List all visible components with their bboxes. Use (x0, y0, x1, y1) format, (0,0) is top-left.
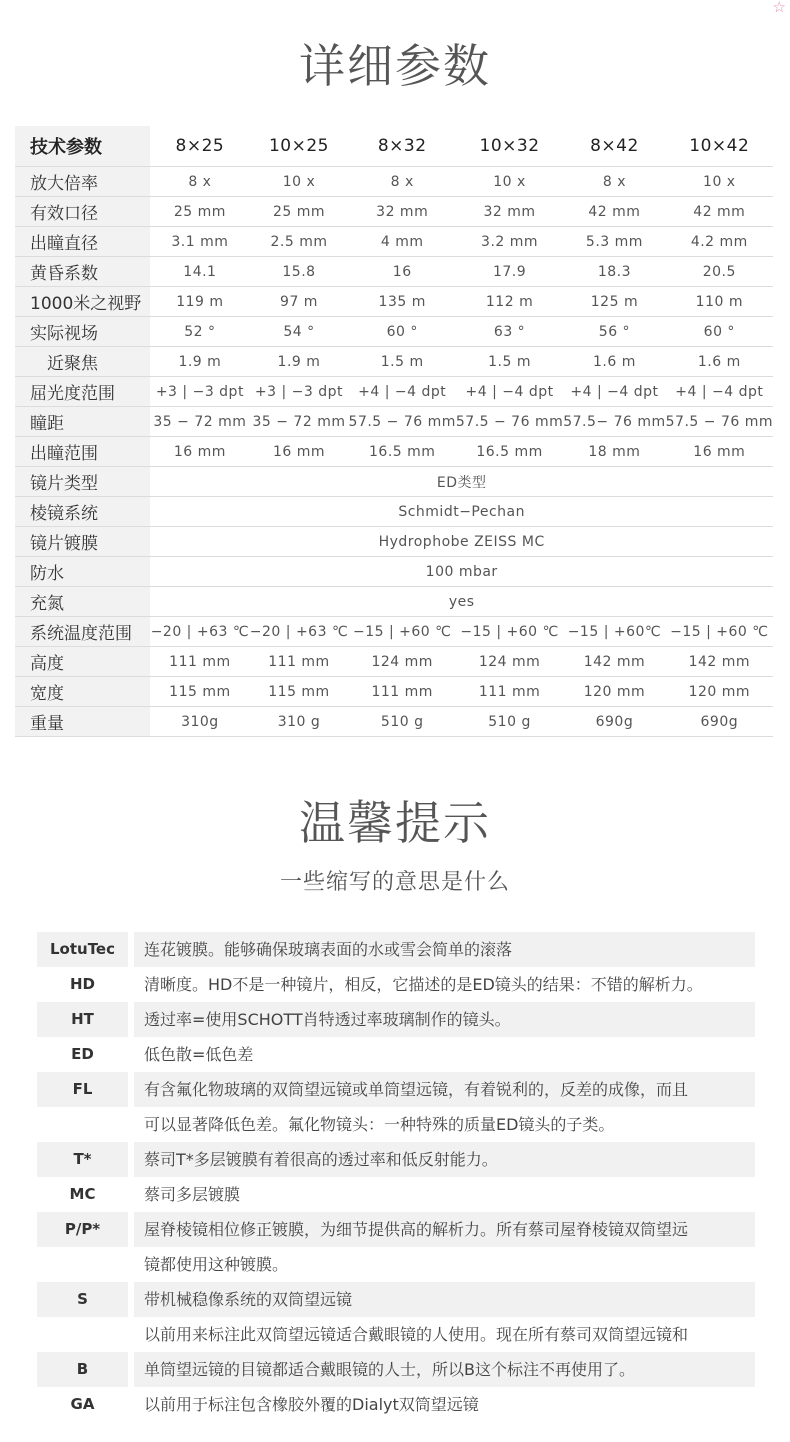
abbreviation-row (37, 1282, 755, 1317)
spec-cell: 25 mm (150, 197, 249, 227)
spec-model-header: 8×32 (349, 126, 456, 167)
abbreviation-row (37, 1142, 755, 1177)
abbreviation-row (37, 1317, 755, 1352)
spec-row (15, 227, 773, 257)
abbreviation-row (37, 1212, 755, 1247)
abbreviation-row (37, 1177, 755, 1212)
spec-row (15, 557, 773, 587)
spec-cell: 3.2 mm (456, 227, 563, 257)
spec-cell: 111 mm (249, 647, 348, 677)
spec-cell: +4 | −4 dpt (349, 377, 456, 407)
star-icon: ☆ (772, 0, 786, 16)
spec-cell: 17.9 (456, 257, 563, 287)
abbreviation-code: FL (37, 1072, 128, 1107)
abbreviation-row (37, 1037, 755, 1072)
spec-cell: 142 mm (563, 647, 665, 677)
spec-cell: 57.5 − 76 mm (456, 407, 563, 437)
spec-cell: 310 g (249, 707, 348, 737)
section-title-specs: 详细参数 (299, 39, 491, 93)
section-title-tips: 温馨提示 (299, 796, 491, 850)
abbreviation-code: B (37, 1352, 128, 1387)
spec-cell: 18.3 (563, 257, 665, 287)
spec-cell: +4 | −4 dpt (456, 377, 563, 407)
spec-cell: +3 | −3 dpt (150, 377, 249, 407)
spec-row (15, 377, 773, 407)
abbreviation-code: LotuTec (37, 932, 128, 967)
spec-row-label: 近聚焦 (15, 347, 150, 377)
spec-span-value: ED类型 (150, 467, 773, 497)
abbreviation-description: 清晰度。HD不是一种镜片，相反，它描述的是ED镜头的结果：不错的解析力。 (144, 975, 703, 994)
spec-cell: 10 x (456, 167, 563, 197)
spec-model-header: 10×32 (456, 126, 563, 167)
spec-cell: 510 g (349, 707, 456, 737)
abbreviation-code (37, 1107, 128, 1142)
spec-cell: 16.5 mm (349, 437, 456, 467)
spec-row (15, 347, 773, 377)
spec-cell: 124 mm (349, 647, 456, 677)
abbreviation-description: 单筒望远镜的目镜都适合戴眼镜的人士，所以B这个标注不再使用了。 (134, 1352, 755, 1387)
spec-model-header: 10×42 (666, 126, 773, 167)
spec-cell: 115 mm (249, 677, 348, 707)
spec-cell: 510 g (456, 707, 563, 737)
abbreviation-row (37, 1002, 755, 1037)
spec-cell: 60 ° (349, 317, 456, 347)
abbreviation-row (37, 967, 755, 1002)
abbreviation-code: MC (69, 1185, 96, 1203)
spec-cell: 115 mm (150, 677, 249, 707)
abbreviation-description: 屋脊棱镜相位修正镀膜，为细节提供高的解析力。所有蔡司屋脊棱镜双筒望远 (134, 1212, 755, 1247)
abbreviation-row (37, 1072, 755, 1107)
spec-cell: 10 x (249, 167, 348, 197)
abbreviation-code: ED (71, 1045, 94, 1063)
spec-row-label: 出瞳范围 (15, 437, 150, 467)
spec-cell: 1.6 m (563, 347, 665, 377)
abbreviation-description: 以前用于标注包含橡胶外覆的Dialyt双筒望远镜 (144, 1395, 479, 1414)
abbreviation-description: 以前用来标注此双筒望远镜适合戴眼镜的人使用。现在所有蔡司双筒望远镜和 (144, 1325, 689, 1344)
spec-row (15, 287, 773, 317)
spec-model-header: 8×42 (563, 126, 665, 167)
spec-span-value: Hydrophobe ZEISS MC (150, 527, 773, 557)
spec-header-label: 技术参数 (15, 126, 150, 167)
spec-cell: 4 mm (349, 227, 456, 257)
spec-row (15, 197, 773, 227)
spec-row (15, 497, 773, 527)
spec-cell: 54 ° (249, 317, 348, 347)
spec-cell: 63 ° (456, 317, 563, 347)
spec-cell: 8 x (150, 167, 249, 197)
spec-cell: 16.5 mm (456, 437, 563, 467)
spec-cell: 5.3 mm (563, 227, 665, 257)
spec-cell: 310g (150, 707, 249, 737)
spec-cell: −15 | +60 ℃ (349, 617, 456, 647)
spec-cell: 14.1 (150, 257, 249, 287)
spec-cell: 1.9 m (150, 347, 249, 377)
spec-cell: 42 mm (666, 197, 773, 227)
abbreviation-description: 有含氟化物玻璃的双筒望远镜或单筒望远镜，有着锐利的，反差的成像，而且 (134, 1072, 755, 1107)
spec-row (15, 257, 773, 287)
spec-cell: 111 mm (150, 647, 249, 677)
spec-cell: 35 − 72 mm (150, 407, 249, 437)
spec-span-value: 100 mbar (150, 557, 773, 587)
spec-cell: 111 mm (456, 677, 563, 707)
spec-cell: 3.1 mm (150, 227, 249, 257)
spec-cell: 120 mm (666, 677, 773, 707)
spec-cell: 52 ° (150, 317, 249, 347)
spec-row-label: 放大倍率 (15, 167, 150, 197)
spec-row-label: 棱镜系统 (15, 497, 150, 527)
spec-cell: 142 mm (666, 647, 773, 677)
spec-cell: 16 mm (150, 437, 249, 467)
spec-cell: 4.2 mm (666, 227, 773, 257)
spec-row (15, 317, 773, 347)
spec-cell: 57.5 − 76 mm (349, 407, 456, 437)
spec-cell: 60 ° (666, 317, 773, 347)
abbreviation-row (37, 1352, 755, 1387)
spec-cell: 2.5 mm (249, 227, 348, 257)
spec-cell: 124 mm (456, 647, 563, 677)
abbreviation-description: 镜都使用这种镀膜。 (144, 1255, 289, 1274)
spec-cell: 8 x (563, 167, 665, 197)
spec-cell: 42 mm (563, 197, 665, 227)
spec-cell: 1.9 m (249, 347, 348, 377)
abbreviation-code (37, 1247, 128, 1282)
abbreviation-code: GA (70, 1395, 95, 1413)
spec-cell: +4 | −4 dpt (563, 377, 665, 407)
spec-model-header: 10×25 (249, 126, 348, 167)
abbreviation-code: HD (69, 975, 95, 993)
spec-row (15, 617, 773, 647)
abbreviation-description: 可以显著降低色差。氟化物镜头：一种特殊的质量ED镜头的子类。 (144, 1115, 615, 1134)
spec-cell: 110 m (666, 287, 773, 317)
spec-cell: 57.5− 76 mm (563, 407, 665, 437)
spec-cell: 690g (666, 707, 773, 737)
spec-cell: −15 | +60℃ (563, 617, 665, 647)
spec-cell: −20 | +63 ℃ (249, 617, 348, 647)
spec-cell: +4 | −4 dpt (666, 377, 773, 407)
spec-cell: 8 x (349, 167, 456, 197)
spec-cell: 120 mm (563, 677, 665, 707)
spec-cell: −15 | +60 ℃ (456, 617, 563, 647)
abbreviation-code: S (37, 1282, 128, 1317)
spec-table (15, 126, 773, 737)
spec-cell: 16 (349, 257, 456, 287)
spec-cell: 10 x (666, 167, 773, 197)
spec-cell: 1.5 m (349, 347, 456, 377)
spec-cell: 56 ° (563, 317, 665, 347)
spec-cell: −15 | +60 ℃ (666, 617, 773, 647)
spec-row (15, 707, 773, 737)
section-subtitle-tips: 一些缩写的意思是什么 (279, 870, 510, 895)
abbreviation-description: 蔡司T*多层镀膜有着很高的透过率和低反射能力。 (134, 1142, 755, 1177)
spec-cell: −20 | +63 ℃ (150, 617, 249, 647)
abbreviation-row (37, 932, 755, 967)
spec-table-body (15, 126, 773, 737)
spec-row-label: 瞳距 (15, 407, 150, 437)
abbreviation-list (37, 932, 755, 1422)
spec-row-label: 有效口径 (15, 197, 150, 227)
abbreviation-code (37, 1317, 128, 1352)
spec-row-label: 镜片镀膜 (15, 527, 150, 557)
spec-row-label: 高度 (15, 647, 150, 677)
spec-row-label: 实际视场 (15, 317, 150, 347)
abbreviation-description: 低色散=低色差 (144, 1045, 254, 1064)
spec-cell: 35 − 72 mm (249, 407, 348, 437)
spec-cell: 1.6 m (666, 347, 773, 377)
spec-cell: 32 mm (349, 197, 456, 227)
abbreviation-row (37, 1387, 755, 1422)
spec-cell: 135 m (349, 287, 456, 317)
spec-row-label: 黄昏系数 (15, 257, 150, 287)
spec-cell: 15.8 (249, 257, 348, 287)
spec-cell: 18 mm (563, 437, 665, 467)
spec-cell: 16 mm (666, 437, 773, 467)
spec-row-label: 镜片类型 (15, 467, 150, 497)
spec-row-label: 出瞳直径 (15, 227, 150, 257)
spec-row-label: 1000米之视野 (15, 287, 150, 317)
spec-cell: 25 mm (249, 197, 348, 227)
spec-cell: 690g (563, 707, 665, 737)
spec-cell: 112 m (456, 287, 563, 317)
abbreviation-description: 连花镀膜。能够确保玻璃表面的水或雪会简单的滚落 (134, 932, 755, 967)
spec-row-label: 屈光度范围 (15, 377, 150, 407)
spec-cell: 111 mm (349, 677, 456, 707)
spec-cell: 20.5 (666, 257, 773, 287)
spec-row (15, 647, 773, 677)
abbreviation-row (37, 1247, 755, 1282)
spec-row-label: 重量 (15, 707, 150, 737)
spec-span-value: yes (150, 587, 773, 617)
spec-row (15, 467, 773, 497)
spec-row (15, 407, 773, 437)
spec-row (15, 437, 773, 467)
spec-cell: +3 | −3 dpt (249, 377, 348, 407)
spec-cell: 16 mm (249, 437, 348, 467)
spec-header-row (15, 126, 773, 167)
spec-cell: 125 m (563, 287, 665, 317)
abbreviation-code: P/P* (37, 1212, 128, 1247)
spec-row (15, 587, 773, 617)
spec-span-value: Schmidt−Pechan (150, 497, 773, 527)
abbreviation-code: T* (37, 1142, 128, 1177)
abbreviation-description: 带机械稳像系统的双筒望远镜 (134, 1282, 755, 1317)
spec-row-label: 防水 (15, 557, 150, 587)
spec-cell: 32 mm (456, 197, 563, 227)
spec-row (15, 527, 773, 557)
abbreviation-description: 蔡司多层镀膜 (144, 1185, 241, 1204)
abbreviation-row (37, 1107, 755, 1142)
spec-cell: 119 m (150, 287, 249, 317)
abbreviation-description: 透过率=使用SCHOTT肖特透过率玻璃制作的镜头。 (134, 1002, 755, 1037)
spec-cell: 57.5 − 76 mm (666, 407, 773, 437)
abbreviation-code: HT (37, 1002, 128, 1037)
spec-row (15, 677, 773, 707)
spec-cell: 1.5 m (456, 347, 563, 377)
spec-model-header: 8×25 (150, 126, 249, 167)
spec-row-label: 充氮 (15, 587, 150, 617)
spec-cell: 97 m (249, 287, 348, 317)
spec-row-label: 宽度 (15, 677, 150, 707)
spec-row (15, 167, 773, 197)
spec-row-label: 系统温度范围 (15, 617, 150, 647)
